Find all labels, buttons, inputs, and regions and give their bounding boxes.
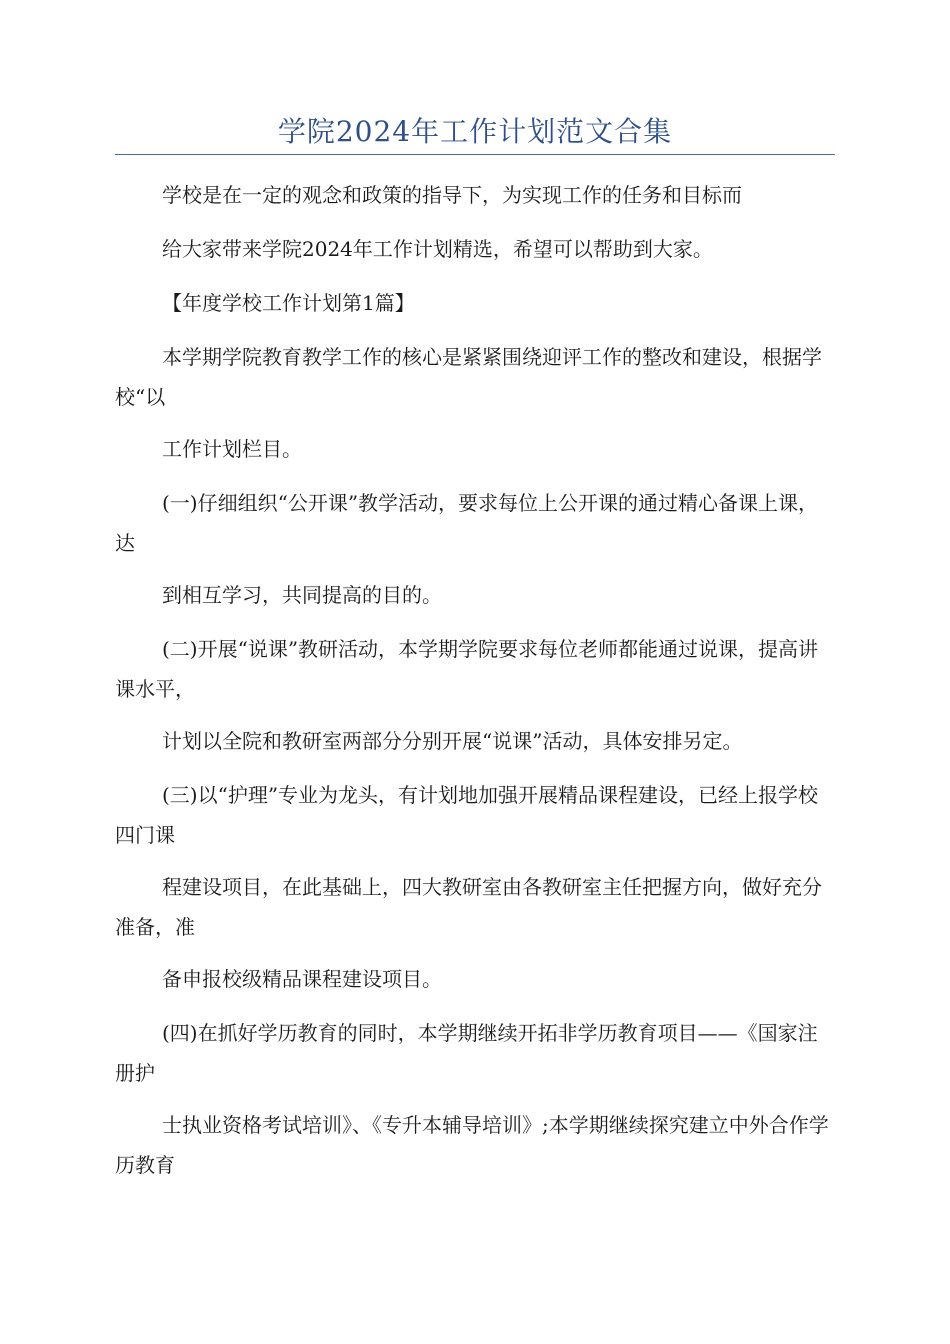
paragraph: 程建设项目，在此基础上，四大教研室由各教研室主任把握方向，做好充分准备，准 [115, 875, 822, 939]
title-underline [115, 154, 835, 155]
paragraph: (二)开展“说课”教研活动，本学期学院要求每位老师都能通过说课，提高讲课水平， [115, 637, 819, 701]
section-heading: 【年度学校工作计划第1篇】 [162, 291, 415, 315]
paragraph: (四)在抓好学历教育的同时，本学期继续开拓非学历教育项目——《国家注册护 [115, 1021, 818, 1085]
paragraph: (三)以“护理”专业为龙头，有计划地加强开展精品课程建设，已经上报学校四门课 [115, 783, 819, 847]
paragraph: (一)仔细组织“公开课”教学活动，要求每位上公开课的通过精心备课上课，达 [115, 491, 819, 555]
paragraph: 备申报校级精品课程建设项目。 [162, 967, 442, 991]
paragraph: 学校是在一定的观念和政策的指导下，为实现工作的任务和目标而 [162, 183, 742, 207]
paragraph: 士执业资格考试培训》、《专升本辅导培训》;本学期继续探究建立中外合作学历教育 [115, 1113, 829, 1177]
paragraph: 给大家带来学院2024年工作计划精选，希望可以帮助到大家。 [162, 237, 713, 261]
paragraph: 计划以全院和教研室两部分分别开展“说课”活动，具体安排另定。 [162, 729, 743, 753]
paragraph: 到相互学习，共同提高的目的。 [162, 583, 442, 607]
document-title: 学院2024年工作计划范文合集 [277, 115, 673, 148]
paragraph: 本学期学院教育教学工作的核心是紧紧围绕迎评工作的整改和建设，根据学校“以 [115, 345, 822, 409]
paragraph: 工作计划栏目。 [162, 437, 302, 461]
